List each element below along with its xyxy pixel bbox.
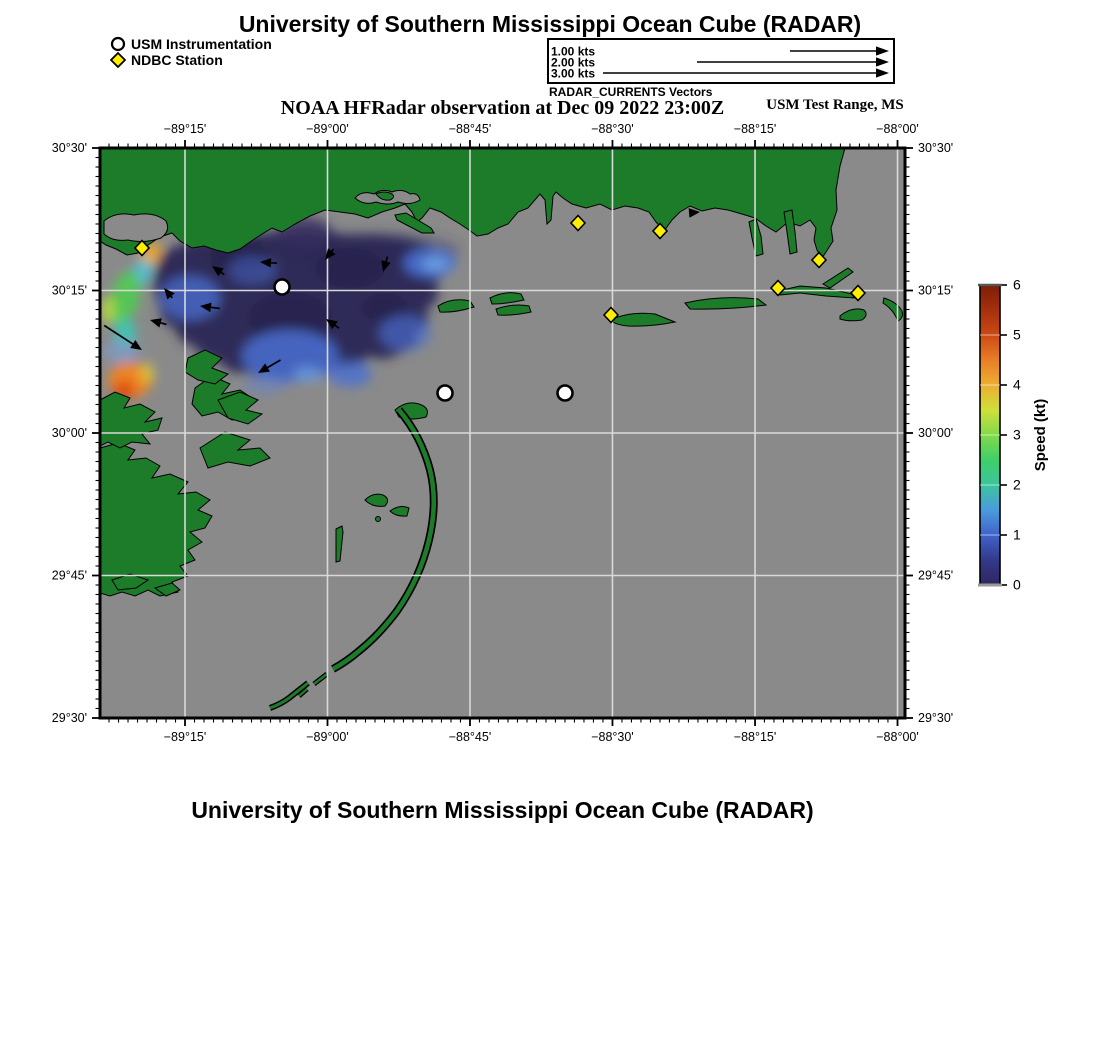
y-tick-label-right: 30°00'	[918, 426, 954, 440]
y-tick-label-right: 30°30'	[918, 141, 954, 155]
x-tick-label-top: −88°00'	[876, 122, 919, 136]
colorbar	[962, 266, 1097, 606]
bay-inlet	[104, 214, 168, 242]
y-tick-label-left: 30°15'	[51, 283, 87, 298]
legend-item-usm	[110, 36, 272, 52]
scale-row-arrowhead	[876, 57, 889, 66]
x-tick-label-bottom: −88°30'	[591, 730, 634, 744]
x-tick-label-top: −89°00'	[306, 122, 349, 136]
colorbar-tick-label: 2	[1013, 476, 1021, 493]
x-tick-label-bottom: −88°15'	[733, 730, 777, 744]
y-tick-label-left: 30°00'	[51, 426, 87, 440]
y-tick-label-left: 29°30'	[51, 711, 87, 725]
y-tick-label-left: 30°30'	[51, 141, 87, 155]
colorbar-label: Speed (kt)	[1032, 398, 1049, 472]
scale-row-label: 1.00 kts	[551, 44, 596, 59]
legend-item-ndbc	[110, 52, 272, 68]
usm-instrument-marker	[438, 386, 453, 401]
y-tick-label-right: 29°30'	[918, 711, 954, 725]
colorbar-tick-label: 3	[1013, 426, 1021, 443]
legend-label-usm: USM Instrumentation	[131, 36, 272, 52]
y-tick-label-right: 30°15'	[918, 283, 954, 298]
vector-scale-rows	[549, 40, 893, 82]
x-tick-label-bottom: −88°45'	[448, 730, 492, 744]
region-label: USM Test Range, MS	[766, 97, 904, 113]
x-tick-label-top: −88°45'	[448, 122, 492, 136]
y-tick-label-right: 29°45'	[918, 568, 954, 583]
bottom-title: University of Southern Mississippi Ocean Cube (RADAR)	[191, 797, 814, 823]
vector-scale-caption: RADAR_CURRENTS Vectors	[549, 85, 713, 99]
x-tick-label-top: −89°15'	[163, 122, 207, 136]
map-plot	[48, 115, 958, 763]
usm-circle-icon	[110, 36, 126, 52]
islet	[376, 517, 381, 522]
scale-row-arrowhead	[876, 68, 889, 77]
scale-row-arrowhead	[876, 46, 889, 55]
y-tick-label-left: 29°45'	[51, 568, 87, 583]
scale-row-label: 3.00 kts	[551, 66, 596, 81]
x-tick-label-bottom: −88°00'	[876, 730, 919, 744]
x-tick-label-bottom: −89°00'	[306, 730, 349, 744]
colorbar-tick-label: 1	[1013, 526, 1021, 543]
ndbc-diamond-icon	[110, 52, 126, 68]
colorbar-tick-label: 4	[1013, 376, 1021, 393]
observation-subtitle: NOAA HFRadar observation at Dec 09 2022 23:00Z	[280, 97, 725, 119]
usm-instrument-marker	[558, 386, 573, 401]
x-tick-label-top: −88°30'	[591, 122, 634, 136]
map-legend	[110, 36, 272, 68]
x-tick-label-bottom: −89°15'	[163, 730, 207, 744]
colorbar-tick-label: 0	[1013, 576, 1021, 593]
x-tick-label-top: −88°15'	[733, 122, 777, 136]
page-title: University of Southern Mississippi Ocean Cube (RADAR)	[238, 11, 862, 37]
colorbar-tick-label: 5	[1013, 326, 1021, 343]
usm-instrument-marker	[275, 280, 290, 295]
scale-row-label: 2.00 kts	[551, 55, 596, 70]
legend-label-ndbc: NDBC Station	[131, 52, 223, 68]
vector-scale-box	[547, 38, 895, 84]
colorbar-tick-label: 6	[1013, 276, 1021, 293]
